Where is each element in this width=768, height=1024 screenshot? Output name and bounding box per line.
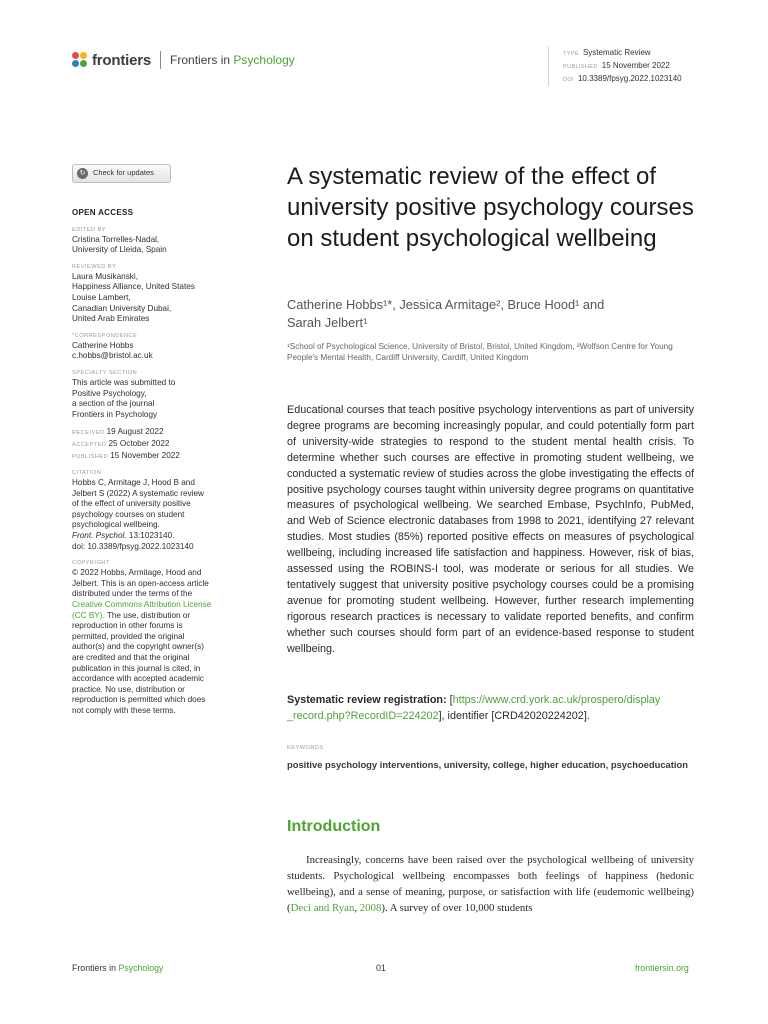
reviewed-by-label: REVIEWED BY [72, 263, 117, 270]
citation-line: psychological wellbeing. [72, 520, 160, 530]
meta-type-label: TYPE [563, 51, 579, 57]
page-number: 01 [376, 963, 386, 973]
copyright-line: publication in this journal is cited, in [72, 663, 201, 673]
meta-doi-label: DOI [563, 77, 574, 83]
keywords-label: KEYWORDS [287, 745, 324, 751]
correspondence-name: Catherine Hobbs [72, 340, 134, 350]
article-sidebar [72, 164, 242, 717]
citation-line: psychology courses on student [72, 509, 185, 519]
specialty-line: Frontiers in Psychology [72, 409, 158, 419]
citation-line: Hobbs C, Armitage J, Hood B and [72, 478, 195, 488]
registration-label: Systematic review registration: [287, 694, 447, 706]
published-label: PUBLISHED [72, 453, 109, 460]
reviewer-line: Louise Lambert, [72, 292, 131, 302]
published-value: 15 November 2022 [110, 450, 180, 460]
article-title: A systematic review of the effect of university positive psychology courses on student psychological wellbeing [287, 163, 694, 252]
journal-prefix: Frontiers in [170, 53, 234, 67]
meta-doi [563, 73, 682, 86]
introduction-paragraph [287, 852, 694, 916]
affiliations: ¹School of Psychological Science, University of Bristol, Bristol, United Kingdom, ²Wolfson Centre for Young People's Mental Health, Cardiff University, Cardiff, United Kingdom [287, 342, 673, 362]
citation-journal-line [72, 531, 242, 542]
copyright-line: practice. No use, distribution or [72, 684, 185, 694]
registration-bracket: [ [446, 694, 453, 706]
citation-journal: Front. Psychol. [72, 531, 127, 541]
specialty-line: a section of the journal [72, 399, 155, 409]
copyright-line: distributed under the terms of the [72, 589, 193, 599]
registration-link[interactable]: _record.php?RecordID=224202 [287, 709, 439, 722]
reviewer-line: Happiness Alliance, United States [72, 282, 195, 292]
copyright-line [72, 611, 242, 622]
refresh-icon: ↻ [77, 168, 88, 179]
section-heading-introduction: Introduction [287, 818, 381, 835]
check-for-updates-button[interactable] [72, 164, 171, 183]
meta-published [563, 60, 682, 73]
meta-doi-value[interactable]: 10.3389/fpsyg.2022.1023140 [577, 74, 682, 83]
meta-published-value: 15 November 2022 [601, 61, 670, 70]
citation-volume: 13:1023140. [126, 531, 175, 541]
received-label: RECEIVED [72, 430, 105, 437]
abstract: Educational courses that teach positive psychology interventions as part of university degree programs are becoming increasingly popular, and could potentially form part of university-wide strategies to respond to the student mental health crisis. To determine whether such courses are effective in promoting student wellbeing, we conducted a systematic review of studies across the globe investigating the effects of positive psychology courses taught within university degree programs on quantitative measures of psychological wellbeing. We searched Embase, PsychInfo, PubMed, and Web of Science electronic databases from 1998 to 2021, identifying 27 relevant studies. Most studies (85%) reported positive effects on measures of psychological wellbeing, including increased life satisfaction and happiness. However, risk of bias, assessed using the ROBINS-I tool, was moderate or serious for all studies. We tentatively suggest that university positive psychology courses could be a promising avenue for promoting student wellbeing. However, further research implementing rigorous research practices is necessary to validate reported benefits, and confirm whether such courses should form part of an evidence-based response to student wellbeing. [287, 404, 694, 655]
author-list [287, 296, 687, 332]
cc-by-link[interactable]: (CC BY). [72, 610, 105, 620]
accepted-date [72, 439, 242, 451]
received-value: 19 August 2022 [106, 427, 164, 437]
citation-label: CITATION [72, 470, 102, 477]
journal-subject: Psychology [233, 53, 295, 67]
correspondence-email[interactable]: c.hobbs@bristol.ac.uk [72, 351, 153, 361]
copyright-line: reproduction is permitted which does [72, 695, 206, 705]
brand-name: frontiers [92, 51, 152, 69]
copyright-line: author(s) and the copyright owner(s) [72, 642, 204, 652]
citation-link[interactable]: Deci and Ryan [290, 902, 355, 914]
copyright-line: © 2022 Hobbs, Armitage, Hood and [72, 568, 202, 578]
edited-by-label: EDITED BY [72, 226, 107, 233]
authors-line[interactable]: Sarah Jelbert¹ [287, 315, 368, 330]
frontiers-logo-icon [72, 52, 89, 69]
citation-line: of the effect of university positive [72, 499, 191, 509]
published-date [72, 451, 242, 463]
journal-logo[interactable] [72, 51, 295, 69]
footer-journal-subject: Psychology [118, 963, 164, 973]
reviewer-line: United Arab Emirates [72, 314, 150, 324]
citation-separator: , [354, 902, 360, 914]
copyright-line: reproduction in other forums is [72, 621, 183, 631]
registration-link[interactable]: https://www.crd.york.ac.uk/prospero/display [452, 694, 661, 706]
meta-type-value: Systematic Review [582, 48, 651, 57]
citation-doi[interactable]: doi: 10.3389/fpsyg.2022.1023140 [72, 541, 194, 551]
accepted-label: ACCEPTED [72, 441, 107, 448]
specialty-line: Positive Psychology, [72, 388, 147, 398]
footer-site-link[interactable]: frontiersin.org [635, 963, 689, 973]
received-date [72, 427, 242, 439]
keywords: positive psychology interventions, university, college, higher education, psychoeducation [287, 759, 688, 770]
authors-line[interactable]: Catherine Hobbs¹*, Jessica Armitage², Bruce Hood¹ and [287, 297, 605, 312]
copyright-tail: The use, distribution or [104, 610, 191, 620]
reviewer-line: Canadian University Dubai, [72, 303, 172, 313]
copyright-line: accordance with accepted academic [72, 674, 204, 684]
meta-published-label: PUBLISHED [563, 64, 598, 70]
specialty-section-label: SPECIALTY SECTION [72, 369, 138, 376]
accepted-value: 25 October 2022 [108, 438, 170, 448]
header-divider [160, 51, 161, 69]
citation-link[interactable]: 2008 [359, 902, 382, 914]
copyright-line: permitted, provided the original [72, 631, 185, 641]
registration-identifier: ], identifier [CRD42020224202]. [438, 709, 590, 722]
meta-type [563, 47, 682, 60]
edited-by-line: University of Lleida, Spain [72, 245, 167, 255]
specialty-line: This article was submitted to [72, 377, 176, 387]
journal-name [170, 53, 295, 67]
citation-line: Jelbert S (2022) A systematic review [72, 488, 204, 498]
footer-journal [72, 963, 163, 973]
correspondence-label: *CORRESPONDENCE [72, 332, 138, 339]
article-meta [548, 47, 682, 86]
edited-by-line: Cristina Torrelles-Nadal, [72, 234, 160, 244]
intro-text: Increasingly, concerns have been raised over the psychological wellbeing of university students. Psychological wellbeing encompasses both feelings of happiness (hedonic wellbeing), and a sense of meaning, purpose, or satisfaction with life (eudemonic wellbeing) ( [287, 854, 694, 914]
check-updates-label: Check for updates [93, 168, 154, 178]
copyright-line: are credited and that the original [72, 653, 190, 662]
reviewer-line: Laura Musikanski, [72, 271, 138, 281]
copyright-line: Jelbert. This is an open-access article [72, 578, 209, 588]
copyright-label: COPYRIGHT [72, 560, 110, 567]
intro-text: ). A survey of over 10,000 students [381, 902, 533, 914]
cc-license-link[interactable]: Creative Commons Attribution License [72, 600, 212, 610]
review-registration [287, 693, 694, 725]
footer-journal-prefix: Frontiers in [72, 963, 119, 973]
copyright-line: not comply with these terms. [72, 705, 176, 715]
open-access-label: OPEN ACCESS [72, 208, 134, 217]
